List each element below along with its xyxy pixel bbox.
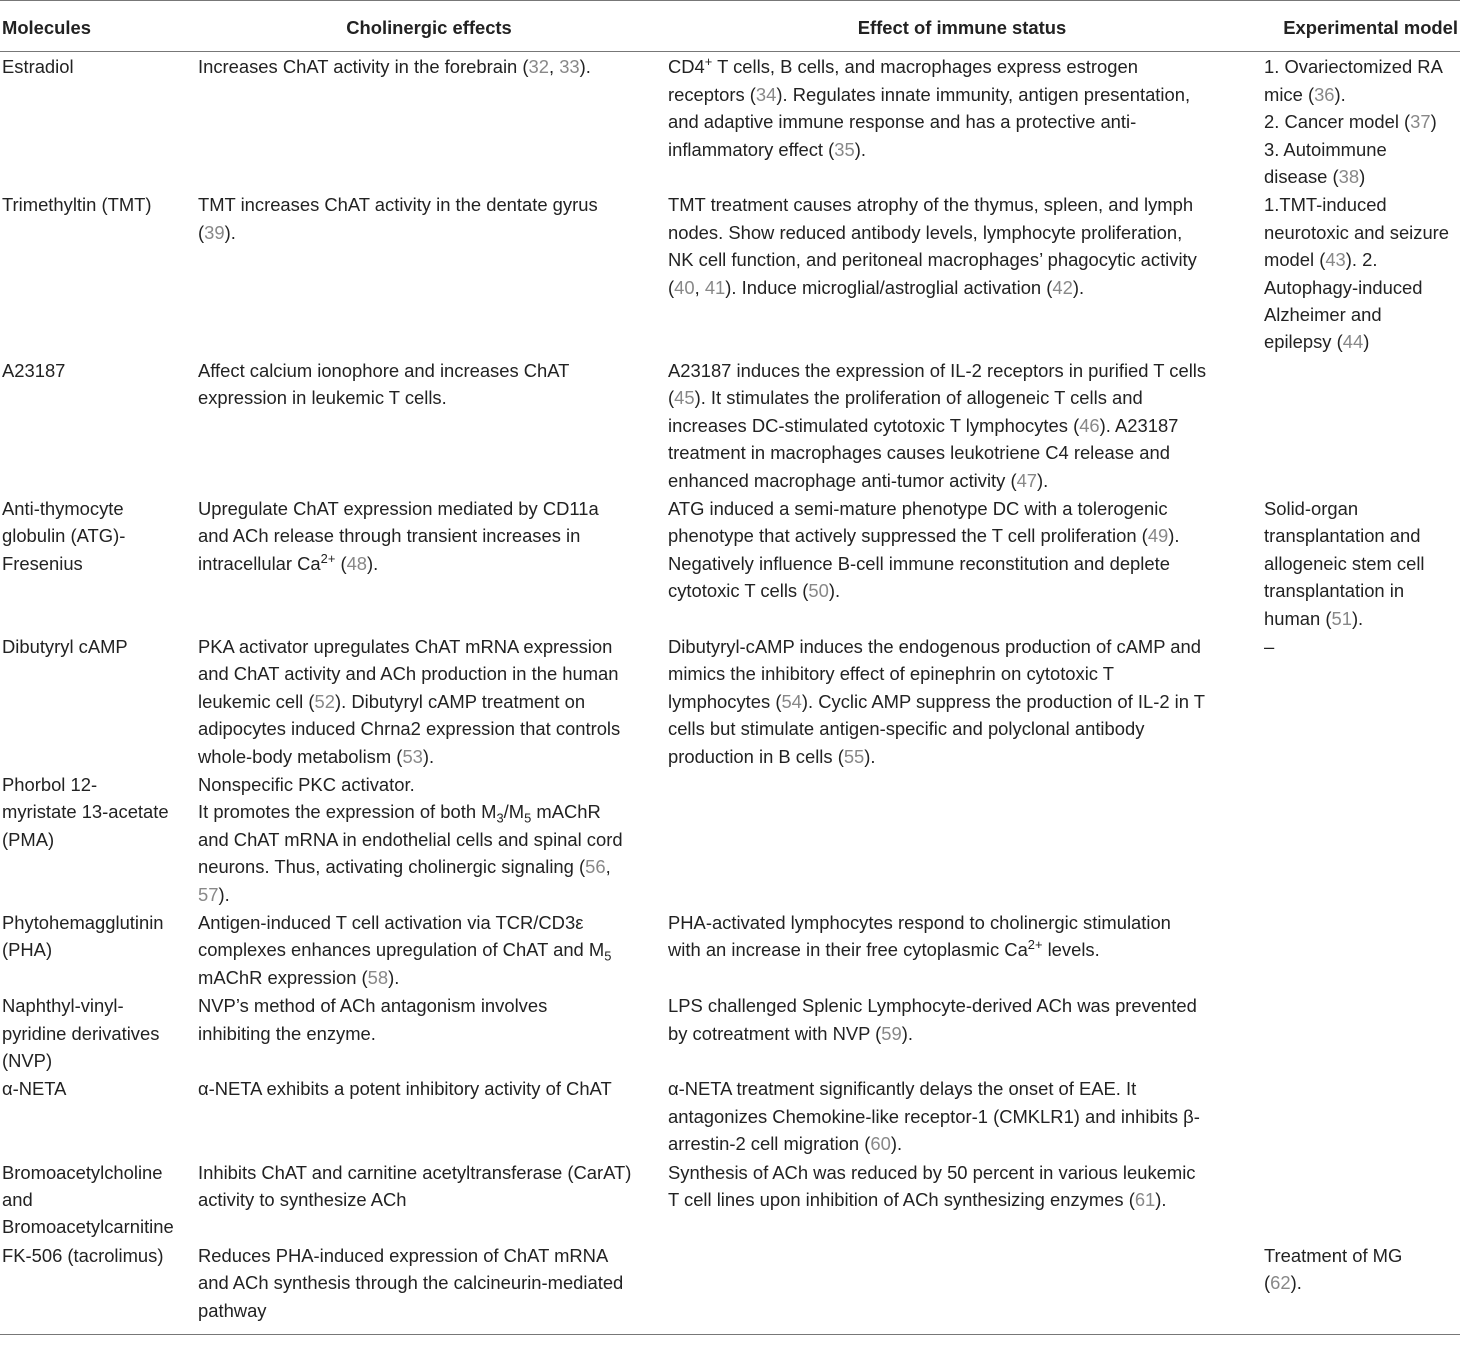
cell-line: epilepsy (44) [1264, 331, 1370, 353]
immune-status-cell [664, 52, 1260, 191]
cell-line: 57). [198, 883, 230, 905]
cell-line: and [2, 1189, 33, 1211]
table-row [0, 1074, 1460, 1157]
table-row [0, 991, 1460, 1074]
subscript: 3 [496, 811, 504, 827]
immune-status-cell [664, 991, 1260, 1074]
cell-line: Inhibits ChAT and carnitine acetyltransferase (CarAT) [198, 1161, 632, 1183]
cell-line: inflammatory effect (35). [668, 138, 866, 160]
cell-line: Fresenius [2, 552, 83, 574]
cell-line: human (51). [1264, 607, 1364, 629]
citation-link[interactable]: 54 [781, 690, 802, 712]
cell-line: transplantation and [1264, 525, 1421, 547]
cell-line: Antigen-induced T cell activation via TCR/CD3ε [198, 912, 584, 933]
citation-link[interactable]: 53 [402, 745, 423, 767]
table-row [0, 494, 1460, 632]
citation-link[interactable]: 39 [204, 221, 225, 243]
cell-line: cytotoxic T cells (50). [668, 580, 841, 602]
table-row [0, 770, 1460, 908]
cell-line: TMT treatment causes atrophy of the thymus, spleen, and lymph [668, 194, 1194, 216]
cholinergic-effects-cell [194, 52, 664, 191]
cell-line: Phorbol 12- [2, 773, 98, 795]
citation-link[interactable]: 61 [1134, 1189, 1156, 1211]
table-row [0, 632, 1460, 770]
cell-line: allogeneic stem cell [1264, 552, 1425, 574]
superscript: 2+ [1027, 937, 1043, 953]
cell-line: 3. Autoimmune [1264, 138, 1387, 160]
molecule-cell [0, 991, 194, 1074]
immune-status-cell [664, 1241, 1260, 1335]
cell-line: with an increase in their free cytoplasmic $Ca^{2+}$ levels. [668, 937, 1100, 961]
citation-link[interactable]: 57 [198, 883, 219, 905]
cell-line: production in B cells (55). [668, 745, 876, 767]
citation-link[interactable]: 60 [870, 1133, 891, 1155]
citation-link[interactable]: 48 [346, 552, 368, 574]
experimental-model-cell [1260, 52, 1460, 191]
cell-line: Upregulate ChAT expression mediated by CD11a [198, 497, 599, 519]
cell-line: Bromoacetylcarnitine [2, 1216, 174, 1238]
header-effect-of-immune-status: Effect of immune status [664, 1, 1260, 52]
cell-line: transplantation in [1264, 580, 1405, 602]
citation-link[interactable]: 44 [1342, 331, 1364, 353]
superscript: 2+ [320, 550, 336, 566]
molecule-cell [0, 1158, 194, 1241]
cell-line: phenotype that actively suppressed the T cell proliferation (49). [668, 525, 1180, 547]
citation-link[interactable]: 36 [1314, 83, 1335, 105]
cell-line: ATG induced a semi-mature phenotype DC with a tolerogenic [668, 497, 1168, 519]
cell-line: A23187 [2, 359, 66, 381]
cell-line: (62). [1264, 1272, 1302, 1294]
cell-line: treatment in macrophages causes leukotriene C4 release and [668, 442, 1170, 464]
cell-line: Bromoacetylcholine [2, 1161, 163, 1183]
cell-line: Treatment of MG [1264, 1244, 1403, 1266]
cell-line: 2. Cancer model (37) [1264, 111, 1437, 133]
cholinergic-effects-cell [194, 1241, 664, 1335]
experimental-model-cell [1260, 1074, 1460, 1157]
cell-line: globulin (ATG)- [2, 525, 126, 547]
header-row [0, 1, 1460, 52]
cell-line: Trimethyltin (TMT) [2, 194, 152, 216]
citation-link[interactable]: 47 [1016, 469, 1038, 491]
cell-line: (NVP) [2, 1050, 53, 1072]
table-row [0, 52, 1460, 191]
cell-line: (39). [198, 221, 236, 243]
cell-line: intracellular $Ca^{2+}$ (48). [198, 550, 379, 574]
table-row [0, 908, 1460, 991]
cell-line: 1.TMT-induced [1264, 194, 1387, 216]
cell-line: leukemic cell (52). Dibutyryl cAMP treatment on [198, 690, 586, 712]
citation-link[interactable]: 56 [585, 856, 606, 878]
cell-line: Dibutyryl-cAMP induces the endogenous production of cAMP and [668, 635, 1201, 657]
cell-line: adipocytes induced Chrna2 expression that controls [198, 718, 621, 740]
cell-line: expression in leukemic T cells. [198, 387, 447, 409]
immune-status-cell [664, 190, 1260, 355]
cell-line: nodes. Show reduced antibody levels, lymphocyte proliferation, [668, 221, 1183, 243]
molecule-cell [0, 190, 194, 355]
citation-link[interactable]: 49 [1147, 525, 1169, 547]
cell-line: activity to synthesize ACh [198, 1189, 407, 1211]
cell-line: pathway [198, 1299, 267, 1321]
cell-line: by cotreatment with NVP (59). [668, 1022, 913, 1044]
molecule-cell [0, 1241, 194, 1335]
molecule-cell [0, 1074, 194, 1157]
cell-line: TMT increases ChAT activity in the dentate gyrus [198, 194, 598, 216]
citation-link[interactable]: 46 [1079, 414, 1100, 436]
citation-link[interactable]: 62 [1270, 1272, 1291, 1294]
superscript: + [704, 54, 713, 70]
experimental-model-cell [1260, 190, 1460, 355]
cell-line: increases DC-stimulated cytotoxic T lymphocytes (46). A23187 [668, 414, 1179, 436]
cell-line: and ACh synthesis through the calcineurin-mediated [198, 1272, 624, 1294]
cell-line: α-NETA exhibits a potent inhibitory activity of ChAT [198, 1078, 612, 1100]
cell-line: and adaptive immune response and has a protective anti- [668, 111, 1137, 133]
citation-link[interactable]: 35 [834, 138, 855, 160]
cell-line: and ACh release through transient increases in [198, 525, 581, 547]
cell-line: myristate 13-acetate [2, 801, 169, 823]
immune-status-cell [664, 356, 1260, 494]
cholinergic-effects-cell [194, 908, 664, 991]
cholinergic-effects-cell [194, 991, 664, 1074]
table-row [0, 1241, 1460, 1335]
experimental-model-cell [1260, 1158, 1460, 1241]
citation-link[interactable]: 52 [314, 690, 335, 712]
cell-line: (40, 41). Induce microglial/astroglial activation (42). [668, 276, 1085, 298]
experimental-model-cell [1260, 632, 1460, 770]
table-body [0, 52, 1460, 1335]
cell-line: Affect calcium ionophore and increases ChAT [198, 359, 570, 381]
cell-line: (45). It stimulates the proliferation of allogeneic T cells and [668, 387, 1143, 409]
table-row [0, 1158, 1460, 1241]
citation-link[interactable]: 45 [674, 387, 695, 409]
cell-line: CD4+ T cells, B cells, and macrophages express estrogen [668, 54, 1138, 78]
citation-link[interactable]: 43 [1325, 249, 1346, 271]
cell-line: 1. Ovariectomized RA [1264, 56, 1443, 78]
cell-line: (PHA) [2, 939, 53, 961]
cell-line: and ChAT activity and ACh production in the human [198, 663, 619, 685]
cholinergic-effects-cell [194, 1158, 664, 1241]
cell-line: α-NETA treatment significantly delays the onset of EAE. It [668, 1078, 1137, 1100]
molecule-cell [0, 632, 194, 770]
cell-line: Dibutyryl cAMP [2, 635, 128, 657]
cell-line: NK cell function, and peritoneal macrophages’ phagocytic activity [668, 249, 1197, 271]
citation-link[interactable]: 41 [704, 276, 726, 298]
cell-line: arrestin-2 cell migration (60). [668, 1133, 903, 1155]
cell-line: PHA-activated lymphocytes respond to cholinergic stimulation [668, 912, 1171, 933]
cholinergic-effects-cell [194, 632, 664, 770]
molecule-cell [0, 494, 194, 632]
cell-line: LPS challenged Splenic Lymphocyte-derived ACh was prevented [668, 995, 1197, 1017]
cell-line: inhibiting the enzyme. [198, 1022, 376, 1044]
cell-line: enhanced macrophage anti-tumor activity (47). [668, 469, 1049, 491]
immune-status-cell [664, 632, 1260, 770]
immune-status-cell [664, 1074, 1260, 1157]
cell-line: mimics the inhibitory effect of epinephrin on cytotoxic T [668, 663, 1115, 685]
cell-line: cells but stimulate antigen-specific and polyclonal antibody [668, 718, 1145, 740]
experimental-model-cell [1260, 908, 1460, 991]
cell-line: lymphocytes (54). Cyclic AMP suppress the production of IL-2 in T [668, 690, 1205, 712]
cell-line: A23187 induces the expression of IL-2 receptors in purified T cells [668, 359, 1207, 381]
cell-line: (PMA) [2, 828, 55, 850]
immune-status-cell [664, 908, 1260, 991]
cell-line: Phytohemagglutinin [2, 912, 164, 933]
cell-line: Nonspecific PKC activator. [198, 773, 415, 795]
citation-link[interactable]: 50 [808, 580, 829, 602]
experimental-model-cell [1260, 991, 1460, 1074]
citation-link[interactable]: 32 [528, 56, 549, 78]
cell-line: Naphthyl-vinyl- [2, 995, 124, 1017]
cell-line: It promotes the expression of both $M_3/M_5$ mAChR [198, 801, 601, 827]
molecule-cell [0, 356, 194, 494]
cell-line: complexes enhances upregulation of ChAT and $M_5$ [198, 939, 612, 965]
molecule-cell [0, 770, 194, 908]
experimental-model-cell [1260, 494, 1460, 632]
cell-line: neurotoxic and seizure [1264, 221, 1450, 243]
cell-line: disease (38) [1264, 166, 1366, 188]
cell-line: Increases ChAT activity in the forebrain (32, 33). [198, 56, 591, 78]
citation-link[interactable]: 37 [1410, 111, 1431, 133]
cell-line: Autophagy-induced [1264, 276, 1423, 298]
table-row [0, 190, 1460, 355]
cell-line: Anti-thymocyte [2, 497, 124, 519]
cholinergic-effects-cell [194, 1074, 664, 1157]
cell-line: α-NETA [2, 1078, 67, 1100]
citation-link[interactable]: 40 [674, 276, 695, 298]
cell-line: whole-body metabolism (53). [198, 745, 435, 767]
cell-line: mAChR expression (58). [198, 966, 400, 988]
citation-link[interactable]: 38 [1338, 166, 1360, 188]
experimental-model-cell [1260, 1241, 1460, 1335]
cholinergic-effects-cell [194, 494, 664, 632]
immune-status-cell [664, 1158, 1260, 1241]
header-molecules: Molecules [0, 1, 194, 52]
experimental-model-cell [1260, 356, 1460, 494]
cholinergic-effects-cell [194, 770, 664, 908]
molecule-cell [0, 908, 194, 991]
cell-line: receptors (34). Regulates innate immunity, antigen presentation, [668, 83, 1191, 105]
cell-line: pyridine derivatives [2, 1022, 160, 1044]
cell-line: NVP’s method of ACh antagonism involves [198, 995, 548, 1017]
cell-line: model (43). 2. [1264, 249, 1378, 271]
citation-link[interactable]: 42 [1052, 276, 1073, 298]
experimental-model-cell [1260, 770, 1460, 908]
cell-line: and ChAT mRNA in endothelial cells and spinal cord [198, 828, 623, 850]
citation-link[interactable]: 51 [1331, 607, 1352, 629]
cell-line: Solid-organ [1264, 497, 1359, 519]
cell-line: Reduces PHA-induced expression of ChAT mRNA [198, 1244, 609, 1266]
cell-line: neurons. Thus, activating cholinergic signaling (56, [198, 856, 611, 878]
immune-status-cell [664, 494, 1260, 632]
citation-link[interactable]: 33 [559, 56, 580, 78]
citation-link[interactable]: 58 [367, 966, 389, 988]
cell-line: – [1264, 635, 1275, 657]
molecule-cell [0, 52, 194, 191]
cell-line: antagonizes Chemokine-like receptor-1 (CMKLR1) and inhibits β- [668, 1105, 1200, 1127]
immune-status-cell [664, 770, 1260, 908]
header-cholinergic-effects: Cholinergic effects [194, 1, 664, 52]
table-row [0, 356, 1460, 494]
cell-line: Synthesis of ACh was reduced by 50 percent in various leukemic [668, 1161, 1196, 1183]
cell-line: mice (36). [1264, 83, 1346, 105]
subscript: 5 [604, 949, 612, 965]
citation-link[interactable]: 59 [881, 1022, 902, 1044]
cell-line: T cell lines upon inhibition of ACh synthesizing enzymes (61). [668, 1189, 1167, 1211]
cell-line: PKA activator upregulates ChAT mRNA expression [198, 635, 613, 657]
cell-line: Negatively influence B-cell immune reconstitution and deplete [668, 552, 1170, 574]
cholinergic-effects-cell [194, 190, 664, 355]
cell-line: Alzheimer and [1264, 304, 1382, 326]
subscript: 5 [524, 811, 532, 827]
cell-line: Estradiol [2, 56, 74, 78]
citation-link[interactable]: 55 [843, 745, 865, 767]
header-experimental-model: Experimental model [1260, 1, 1460, 52]
cell-line: FK-506 (tacrolimus) [2, 1244, 164, 1266]
cholinergic-effects-cell [194, 356, 664, 494]
citation-link[interactable]: 34 [755, 83, 777, 105]
